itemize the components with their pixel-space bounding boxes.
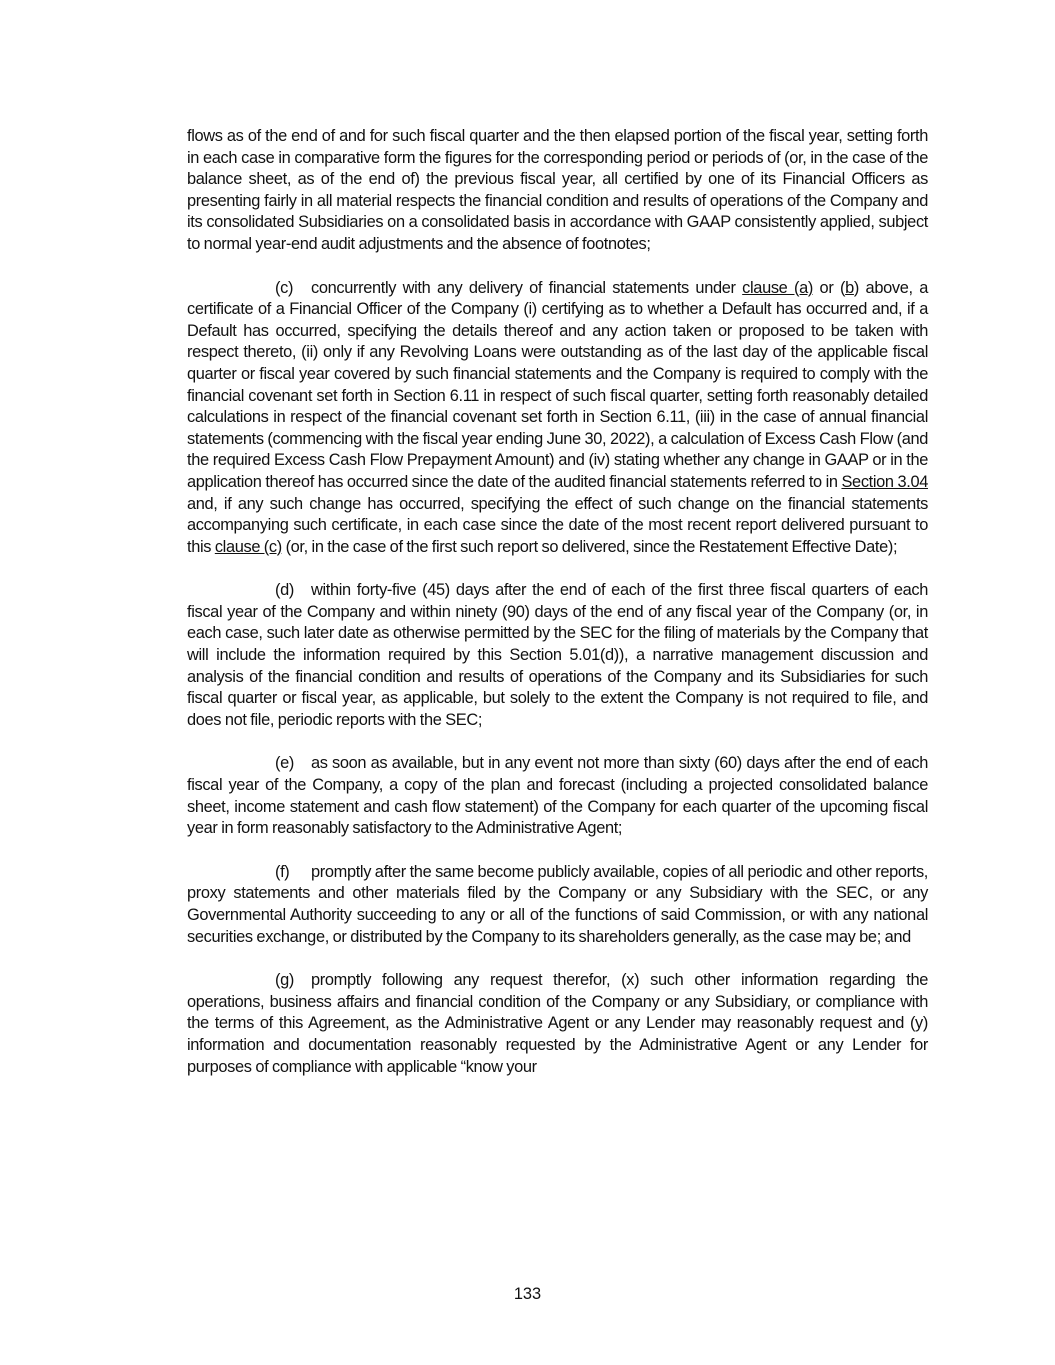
text-segment: concurrently with any delivery of financial statements under [311, 278, 743, 297]
paragraph-c [187, 278, 928, 559]
text-segment: ) above, a certificate of a Financial Officer of the Company (i) certifying as to whether a Default has occurred and, if a Default has occurred, specifying the details thereof and any action taken or proposed to be taken with respect thereto, (ii) only if any Revolving Loans were outstanding as of the last day of the applicable fiscal quarter or fiscal year covered by such financial statements and the Company is required to comply with the financial covenant set forth in Section 6.11 in respect of such fiscal quarter, setting forth reasonably detailed calculations in respect of the financial covenant set forth in Section 6.11, (iii) in the case of annual financial statements (commencing with the fiscal year ending June 30, 2022), a calculation of Excess Cash Flow (and the required Excess Cash Flow Prepayment Amount) and (iv) stating whether any change in GAAP or in the application thereof has occurred since the date of the audited financial statements referred to in [187, 278, 928, 491]
clause-label: (f) [275, 862, 290, 881]
clause-label: (g) [275, 971, 294, 990]
text-segment: (or, in the case of the first such report so delivered, since the Restatement Effective Date); [281, 537, 898, 556]
cross-reference: clause (a) [742, 278, 813, 297]
text-segment: flows as of the end of and for such fiscal quarter and the then elapsed portion of the fiscal year, setting forth in each case in comparative form the figures for the corresponding period or periods of (or, in the case of the balance sheet, as of the end of) the previous fiscal year, all certified by one of its Financial Officers as presenting fairly in all material respects the financial condition and results of operations of the Company and its consolidated Subsidiaries on a consolidated basis in accordance with GAAP consistently applied, subject to normal year-end audit adjustments and the absence of footnotes; [187, 127, 928, 253]
cross-reference: Section 3.04 [841, 472, 928, 491]
clause-label: (c) [275, 278, 294, 297]
clause-label: (d) [275, 581, 294, 600]
document-body [187, 126, 928, 1100]
text-segment: within forty-five (45) days after the end of each of the first three fiscal quarters of each fiscal year of the Company and within ninety (90) days of the end of any fiscal year of the Company (or, in each case, such later date as otherwise permitted by the SEC for the filing of materials by the Company that will include the information required by this Section 5.01(d)), a narrative management discussion and analysis of the financial condition and results of operations of the Company and its Subsidiaries for such fiscal quarter or fiscal year, as applicable, but solely to the extent the Company is not required to file, and does not file, periodic reports with the SEC; [187, 581, 928, 729]
text-segment: and, if any such change has occurred, specifying the effect of such change on the financial statements accompanying such certificate, in each case since the date of the most recent report delivered pursuant to this [187, 494, 928, 556]
paragraph-b-continued [187, 126, 928, 256]
page-number: 133 [513, 1285, 542, 1303]
paragraph-f [187, 862, 928, 948]
text-segment: promptly after the same become publicly available, copies of all periodic and other reports, proxy statements and other materials filed by the Company or any Subsidiary with the SEC, or any Governmental Authority succeeding to any or all of the functions of said Commission, or with any national securities exchange, or distributed by the Company to its shareholders generally, as the case may be; and [187, 862, 928, 946]
paragraph-d [187, 580, 928, 731]
cross-reference: b [845, 278, 854, 297]
text-segment: or ( [813, 278, 846, 297]
clause-label: (e) [275, 754, 294, 773]
text-segment: promptly following any request therefor, (x) such other information regarding the operations, business affairs and financial condition of the Company or any Subsidiary, or compliance with the terms of this Agreement, as the Administrative Agent or any Lender may reasonably request and (y) information and documentation reasonably requested by the Administrative Agent or any Lender for purposes of compliance with applicable “know your [187, 971, 928, 1076]
cross-reference: clause (c) [214, 537, 282, 556]
paragraph-g [187, 970, 928, 1078]
text-segment: as soon as available, but in any event not more than sixty (60) days after the end of each fiscal year of the Company, a copy of the plan and forecast (including a projected consolidated balance sheet, income statement and cash flow statement) of the Company for each quarter of the upcoming fiscal year in form reasonably satisfactory to the Administrative Agent; [187, 754, 928, 838]
paragraph-e [187, 753, 928, 839]
